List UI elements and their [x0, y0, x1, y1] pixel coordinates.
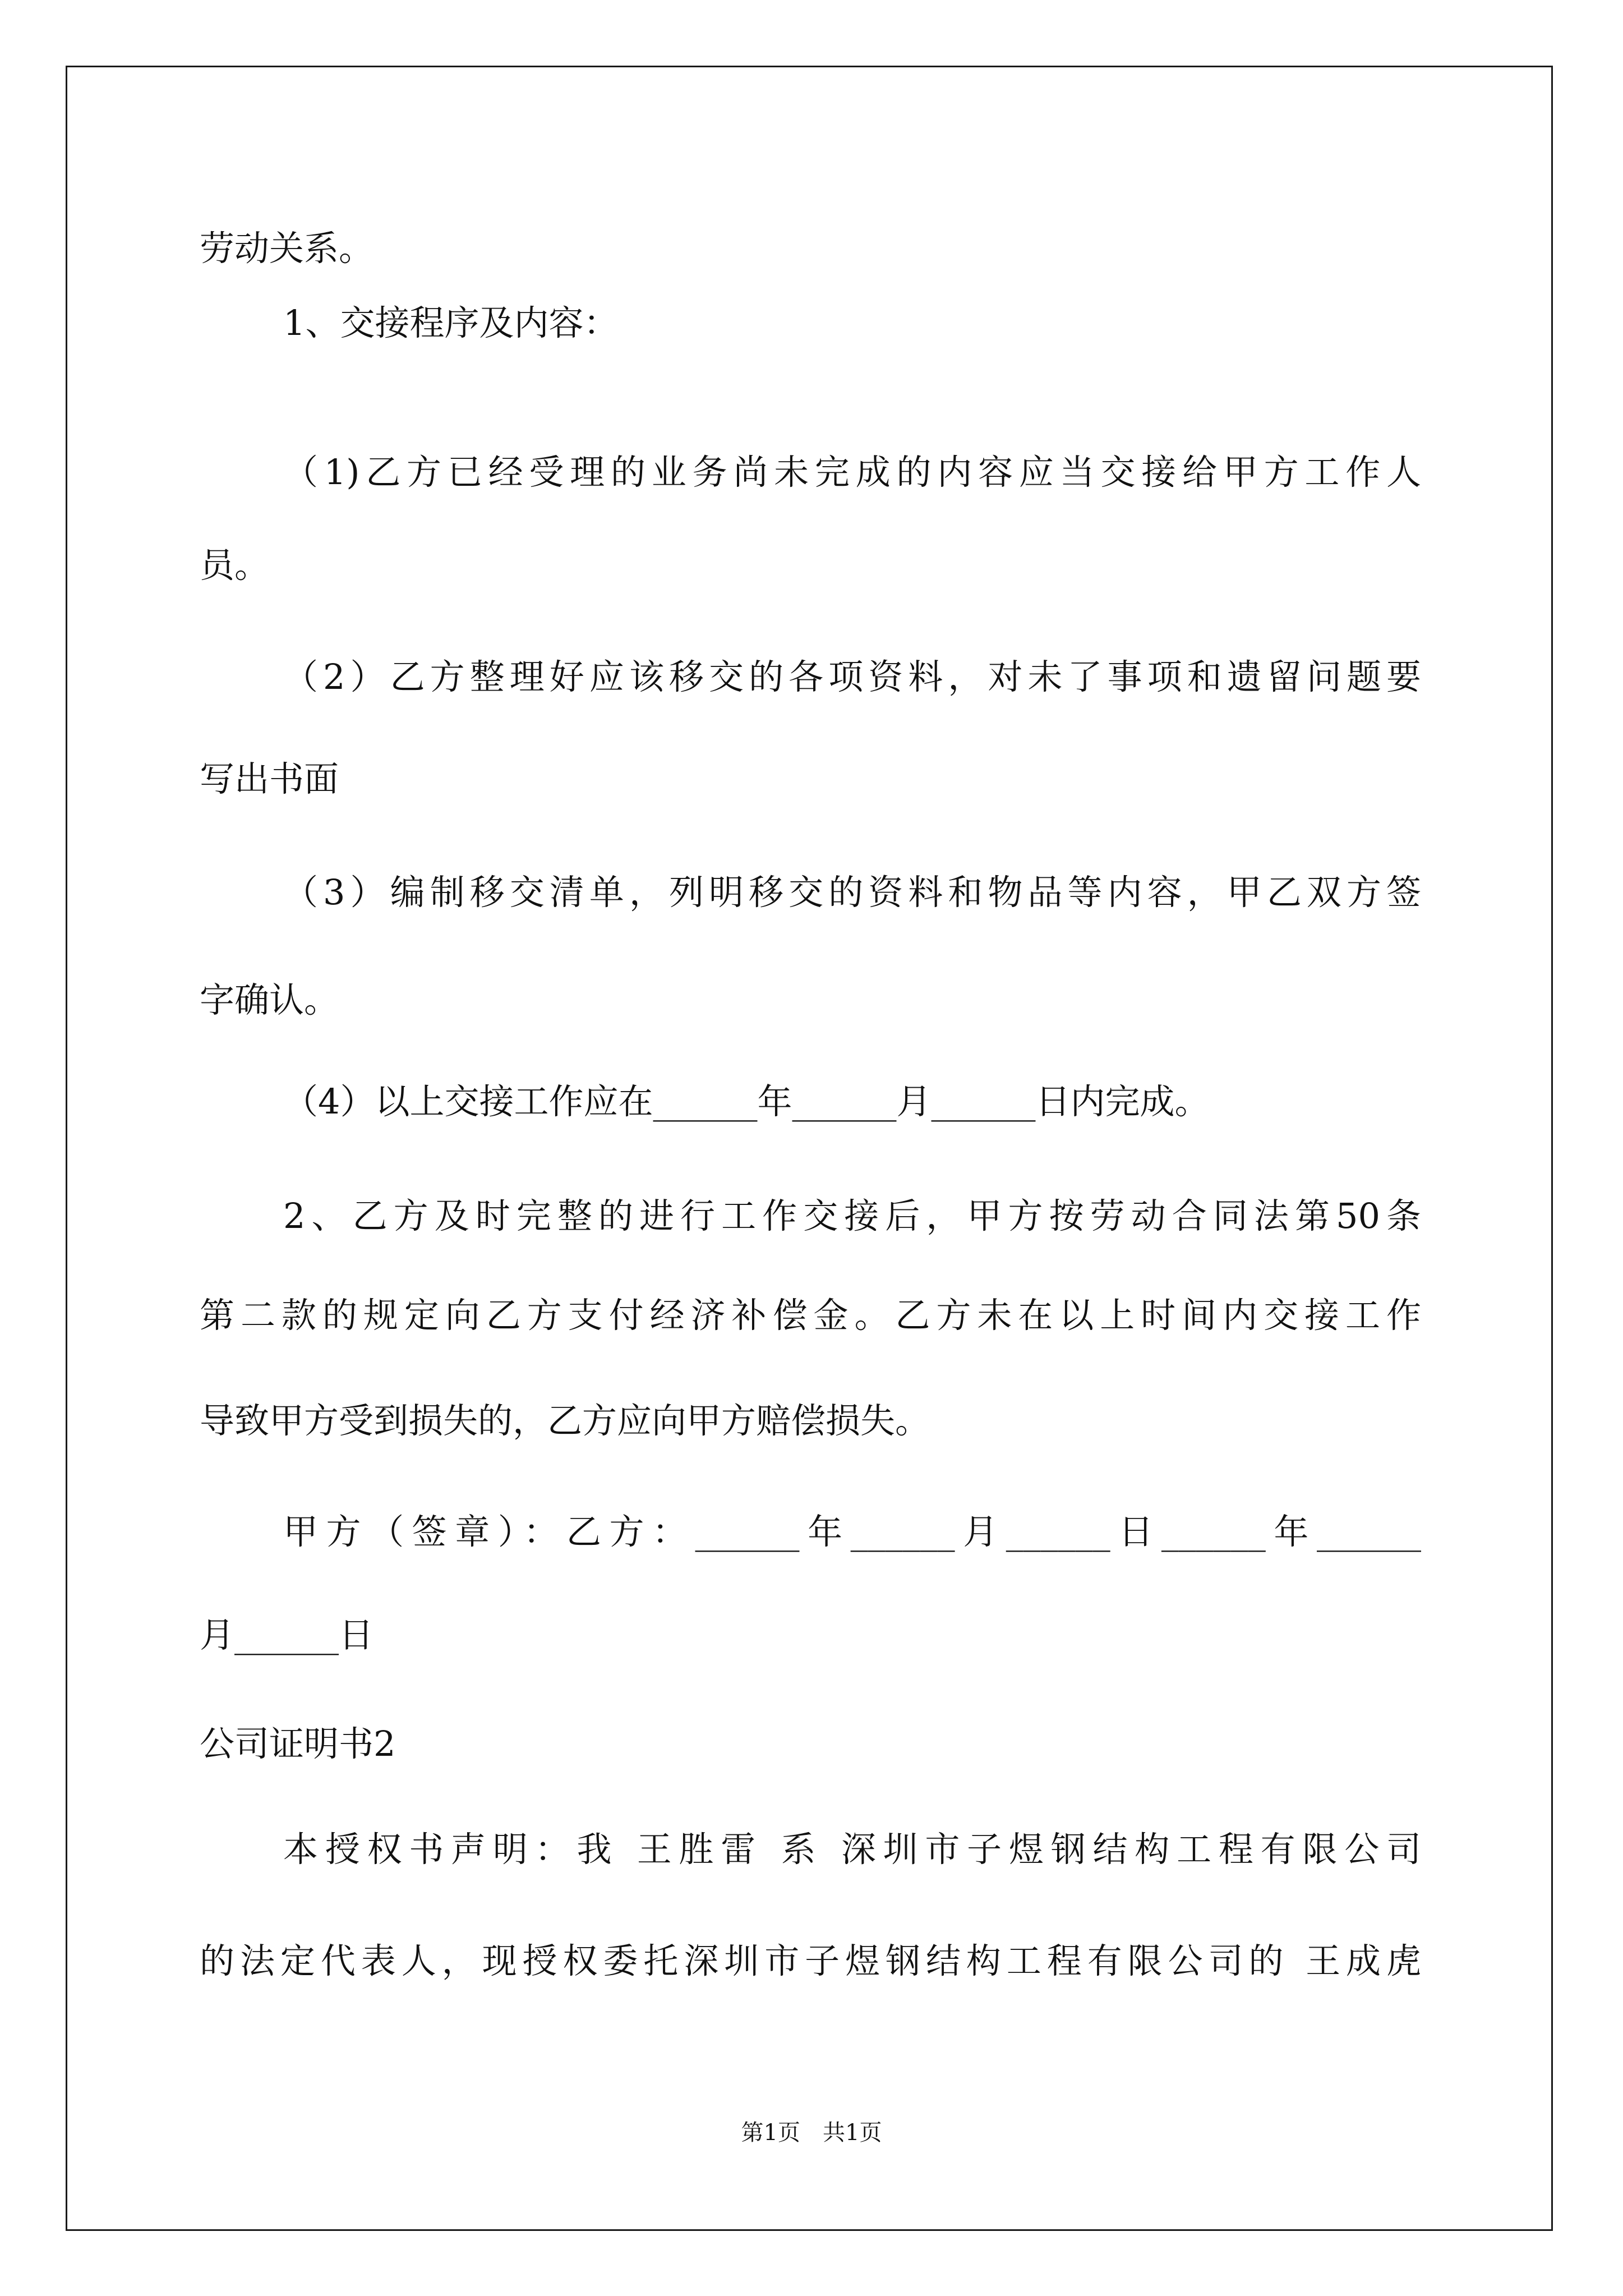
text-line-section-2-cont: 第二款的规定向乙方支付经济补偿金。乙方未在以上时间内交接工作 — [200, 1295, 1421, 1336]
page-footer: 第1页 共1页 — [741, 2120, 882, 2146]
text-line-labor-relation: 劳动关系。 — [200, 228, 374, 269]
text-line-item-1: （1)乙方已经受理的业务尚未完成的内容应当交接给甲方工作人 — [283, 452, 1421, 493]
text-line-section-2-end: 导致甲方受到损失的，乙方应向甲方赔偿损失。 — [200, 1400, 930, 1441]
text-line-section-1-heading: 1、交接程序及内容： — [283, 302, 619, 343]
text-line-item-3-cont: 字确认。 — [200, 979, 339, 1020]
text-line-signature-cont: 月______日 — [200, 1614, 374, 1655]
text-line-item-4: （4）以上交接工作应在______年______月______日内完成。 — [283, 1081, 1210, 1122]
text-line-item-1-cont: 员。 — [200, 545, 270, 586]
section-title-certificate-2: 公司证明书2 — [200, 1723, 396, 1764]
text-line-signature: 甲方（签章）：乙方：______年______月______日______年______ — [283, 1511, 1421, 1552]
page-border — [66, 66, 1553, 2231]
text-line-item-3: （3）编制移交清单，列明移交的资料和物品等内容，甲乙双方签 — [283, 872, 1421, 913]
text-line-authorization-cont: 的法定代表人，现授权委托深圳市子煜钢结构工程有限公司的 王成虎 — [200, 1940, 1421, 1981]
text-line-section-2: 2、乙方及时完整的进行工作交接后，甲方按劳动合同法第50条 — [283, 1195, 1421, 1236]
text-line-authorization: 本授权书声明：我 王胜雷 系 深圳市子煜钢结构工程有限公司 — [283, 1829, 1421, 1870]
text-line-item-2: （2）乙方整理好应该移交的各项资料，对未了事项和遗留问题要 — [283, 656, 1421, 697]
text-line-item-2-cont: 写出书面 — [200, 758, 339, 799]
